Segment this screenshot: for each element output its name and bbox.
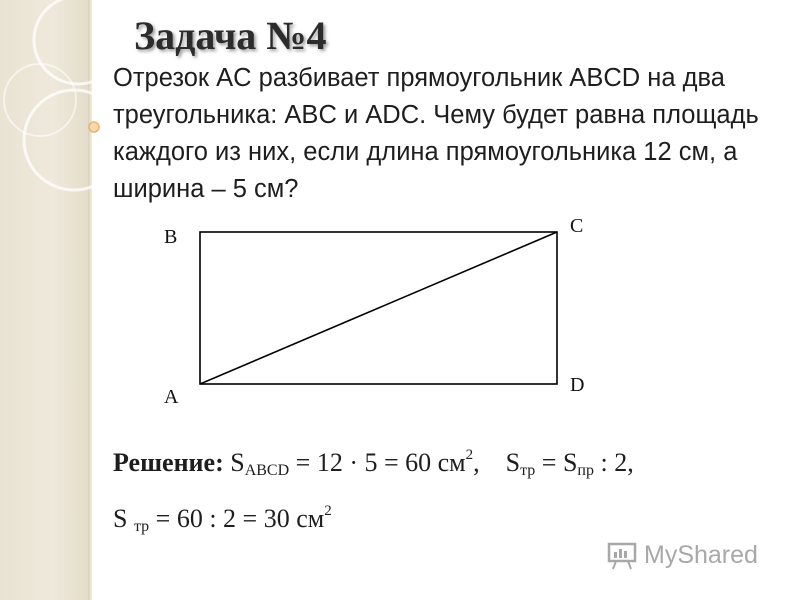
watermark bbox=[606, 538, 758, 572]
label-a: A bbox=[164, 386, 179, 408]
watermark-text: MyShared bbox=[644, 540, 758, 569]
s3-expression: = 60 : 2 = 30 см bbox=[149, 504, 325, 533]
slide-title: Задача №4 bbox=[134, 13, 327, 58]
s2-symbol: S bbox=[505, 448, 521, 477]
s2-tail: : 2, bbox=[593, 448, 634, 477]
label-b: B bbox=[164, 226, 178, 248]
s2-subscript: тр bbox=[520, 462, 536, 479]
problem-text: Отрезок AC разбивает прямоугольник ABCD на два треугольника: ABC и ADC. Чему будет равна площадь каждого из них, если длина прямоугольника 12 см, а ширина – 5 см? bbox=[113, 64, 759, 203]
solution-block bbox=[113, 436, 773, 546]
s3-subscript: тр bbox=[133, 518, 150, 535]
solution-label: Решение: bbox=[113, 448, 224, 477]
diagonal-ac bbox=[200, 232, 557, 384]
presentation-board-icon bbox=[606, 539, 638, 571]
s2-subscript-2: пр bbox=[577, 462, 594, 479]
s1-tail: , bbox=[473, 448, 480, 477]
label-d: D bbox=[570, 374, 585, 396]
s3-symbol: S bbox=[113, 504, 134, 533]
s3-superscript: 2 bbox=[324, 503, 332, 519]
s1-subscript: ABCD bbox=[244, 462, 290, 479]
s1-symbol: S bbox=[230, 448, 245, 477]
rectangle-diagram bbox=[150, 212, 610, 412]
label-c: C bbox=[570, 215, 584, 237]
s1-expression: = 12 · 5 = 60 см bbox=[289, 448, 466, 477]
s2-mid: = S bbox=[535, 448, 578, 477]
s1-superscript: 2 bbox=[465, 447, 474, 463]
solution-line-1 bbox=[113, 436, 773, 490]
